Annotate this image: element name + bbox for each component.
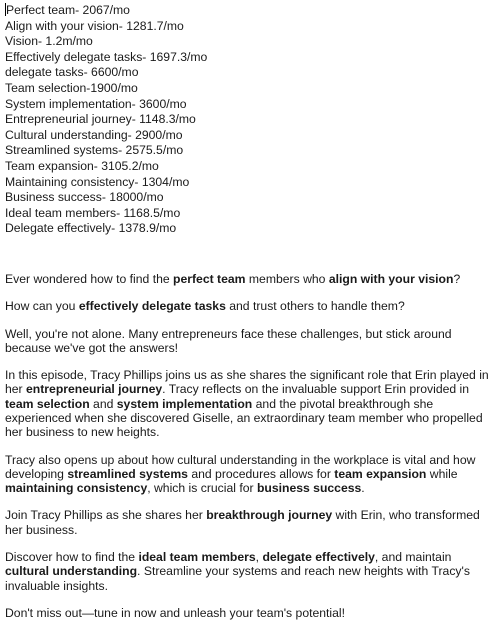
text-run: How can you [5,299,79,314]
text-run: . [361,481,365,496]
paragraph [5,327,497,356]
keyword-text: Cultural understanding- 2900/mo [5,127,183,142]
keyword-text: Delegate effectively- 1378.9/mo [5,221,177,236]
text-run: Discover how to find the [5,550,139,565]
bold-keyword: entrepreneurial journey [26,382,163,397]
keyword-line [5,34,497,50]
text-run: and procedures allows for [187,466,335,481]
bold-keyword: team expansion [334,466,427,481]
keyword-text: Entrepreneurial journey- 1148.3/mo [5,112,196,127]
keyword-text: System implementation- 3600/mo [5,96,187,111]
text-run: , and maintain [374,550,452,565]
bold-keyword: ideal team members [138,550,256,565]
text-run: Don't miss out—tune in now and unleash your team's potential! [5,605,346,620]
description-text [5,272,497,620]
paragraph [5,508,497,537]
paragraph [5,550,497,593]
bold-keyword: breakthrough journey [206,508,333,523]
keyword-line [5,175,497,191]
keyword-line [5,65,497,81]
keyword-line [5,128,497,144]
keyword-line [5,221,497,237]
text-run: In this episode, Tracy Phillips joins us as she shares the significant role that Erin played in her [5,368,489,397]
keyword-text: delegate tasks- 6600/mo [5,65,139,80]
keyword-line [5,159,497,175]
keyword-line [5,3,497,19]
keyword-text: Streamlined systems- 2575.5/mo [5,143,184,158]
text-run: , which is crucial for [147,481,257,496]
keyword-text: Align with your vision- 1281.7/mo [5,18,184,33]
document-body[interactable] [5,3,497,633]
paragraph [5,368,497,439]
bold-keyword: perfect team [173,271,246,286]
bold-keyword: delegate effectively [262,550,375,565]
keyword-line [5,112,497,128]
keyword-line [5,97,497,113]
text-run: and the pivotal breakthrough she experienced when she discovered Giselle, an extraordinary team member who propelled her business to new heights. [5,396,483,440]
text-run: . Tracy reflects on the invaluable support Erin provided in [162,382,470,397]
text-run: Ever wondered how to find the [5,271,174,286]
bold-keyword: business success [256,481,362,496]
keyword-text: Maintaining consistency- 1304/mo [5,174,190,189]
text-run: Tracy also opens up about how cultural understanding in the workplace is vital and how developing [5,452,476,481]
bold-keyword: align with your vision [328,271,454,286]
text-run: . Streamline your systems and reach new heights with Tracy's invaluable insights. [5,564,470,593]
bold-keyword: system implementation [116,396,253,411]
text-run: with Erin, who transformed her business. [5,508,480,537]
text-run: while [426,466,458,481]
keyword-line [5,190,497,206]
keyword-line [5,81,497,97]
text-run: Well, you're not alone. Many entrepreneurs face these challenges, but stick around because we've got the answers! [5,326,452,355]
keyword-text: Vision- 1.2m/mo [5,34,93,49]
keyword-line [5,143,497,159]
keyword-list [5,3,497,237]
keyword-line [5,19,497,35]
keyword-text: Team expansion- 3105.2/mo [5,158,159,173]
keyword-text: Business success- 18000/mo [5,190,164,205]
text-run: and [89,396,117,411]
keyword-text: Effectively delegate tasks- 1697.3/mo [5,49,208,64]
text-run: ? [453,271,461,286]
bold-keyword: streamlined systems [67,466,188,481]
bold-keyword: team selection [5,396,90,411]
text-run: members who [245,271,329,286]
text-run: , [255,550,263,565]
keyword-text: Perfect team- 2067/mo [6,3,130,17]
text-run: Join Tracy Phillips as she shares her [5,508,207,523]
paragraph [5,606,497,620]
paragraph [5,453,497,496]
paragraph [5,272,497,286]
keyword-line [5,50,497,66]
keyword-line [5,206,497,222]
keyword-text: Ideal team members- 1168.5/mo [5,205,181,220]
paragraph [5,299,497,313]
text-run: and trust others to handle them? [225,299,405,314]
keyword-text: Team selection-1900/mo [5,80,138,95]
bold-keyword: maintaining consistency [5,481,148,496]
bold-keyword: effectively delegate tasks [78,299,226,314]
bold-keyword: cultural understanding [5,564,138,579]
blank-space [5,237,497,272]
